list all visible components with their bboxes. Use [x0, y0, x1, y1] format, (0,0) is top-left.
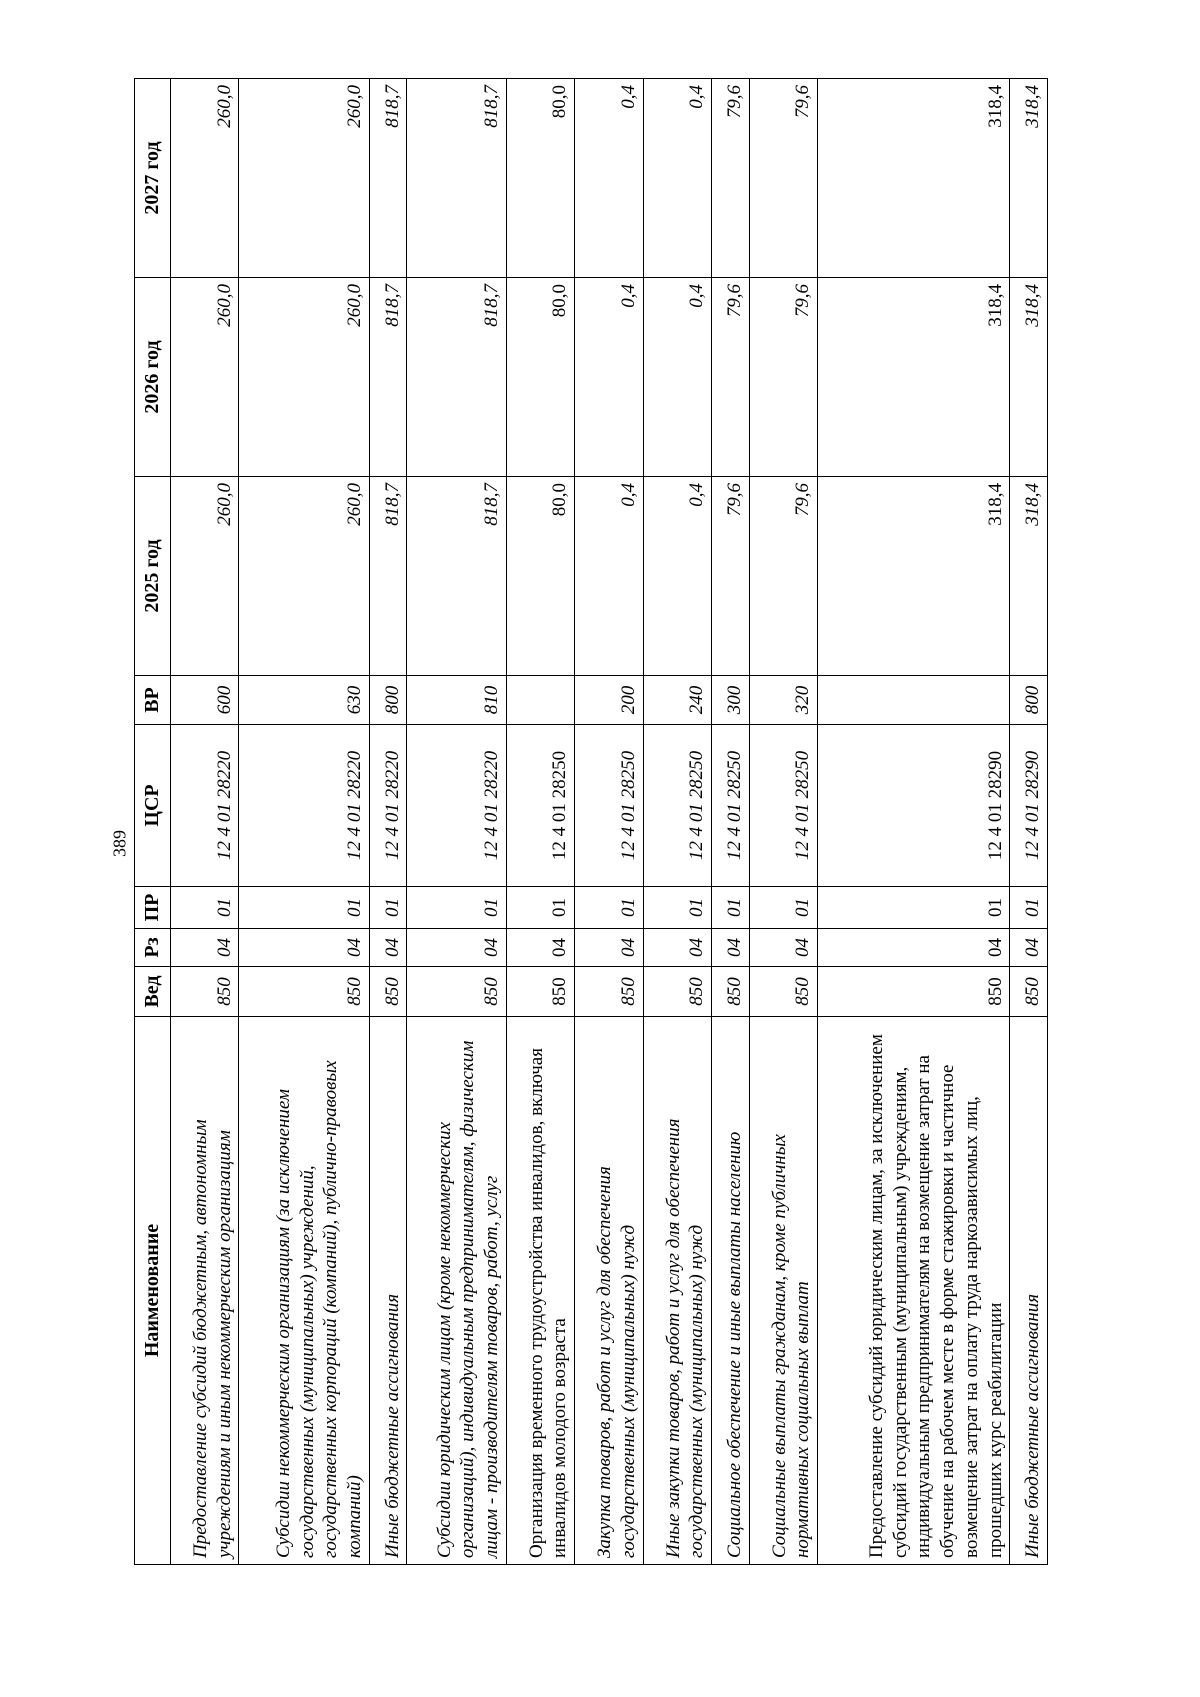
row-pr: 01	[239, 887, 369, 929]
row-pr: 01	[818, 887, 1010, 929]
row-name: Субсидии юридическим лицам (кроме некоммерческих организаций), индивидуальным предпринимателям, физическим лицам - производителям товаров, работ, услуг	[407, 1017, 506, 1565]
row-csr: 12 4 01 28250	[575, 725, 643, 887]
row-2026: 79,6	[712, 278, 749, 477]
row-2027: 0,4	[643, 79, 711, 278]
row-2027: 318,4	[1010, 79, 1048, 278]
row-ved: 850	[407, 967, 506, 1017]
budget-table	[134, 78, 1048, 1565]
table-row	[506, 79, 574, 1565]
row-ved: 850	[171, 967, 239, 1017]
table-row	[171, 79, 239, 1565]
row-vr	[818, 676, 1010, 725]
row-rz: 04	[369, 929, 406, 967]
row-csr: 12 4 01 28290	[818, 725, 1010, 887]
row-name: Организация временного трудоустройства инвалидов, включая инвалидов молодого возраста	[506, 1017, 574, 1565]
row-name: Закупка товаров, работ и услуг для обеспечения государственных (муниципальных) нужд	[575, 1017, 643, 1565]
row-ved: 850	[369, 967, 406, 1017]
table-row	[818, 79, 1010, 1565]
table-body	[171, 79, 1048, 1565]
header-name: Наименование	[135, 1017, 171, 1565]
row-name: Социальное обеспечение и иные выплаты населению	[712, 1017, 749, 1565]
row-2026: 79,6	[749, 278, 817, 477]
rotated-table-frame	[134, 79, 1048, 1565]
table-row	[712, 79, 749, 1565]
row-pr: 01	[575, 887, 643, 929]
row-csr: 12 4 01 28250	[506, 725, 574, 887]
row-name: Предоставление субсидий бюджетным, автономным учреждениям и иным некоммерческим организациям	[171, 1017, 239, 1565]
row-ved: 850	[575, 967, 643, 1017]
row-name: Субсидии некоммерческим организациям (за исключением государственных (муниципальных) учреждений, государственных корпораций (компаний), публично-правовых компаний)	[239, 1017, 369, 1565]
table-row	[643, 79, 711, 1565]
row-2027: 0,4	[575, 79, 643, 278]
row-rz: 04	[1010, 929, 1048, 967]
table-row	[1010, 79, 1048, 1565]
row-vr: 800	[1010, 676, 1048, 725]
row-rz: 04	[506, 929, 574, 967]
row-csr: 12 4 01 28220	[407, 725, 506, 887]
row-2025: 79,6	[712, 477, 749, 676]
row-name: Предоставление субсидий юридическим лицам, за исключением субсидий государственным (муниципальным) учреждениям, индивидуальным предпринимателям на возмещение затрат на обучение на рабочем месте в форме стажировки и частичное возмещение затрат на оплату труда наркозависимых лиц, прошедших курс реабилитации	[818, 1017, 1010, 1565]
header-2027: 2027 год	[135, 79, 171, 278]
row-rz: 04	[818, 929, 1010, 967]
header-vr: ВР	[135, 676, 171, 725]
row-2027: 818,7	[407, 79, 506, 278]
row-ved: 850	[712, 967, 749, 1017]
table-row	[407, 79, 506, 1565]
row-2026: 818,7	[407, 278, 506, 477]
table-row	[369, 79, 406, 1565]
row-pr: 01	[506, 887, 574, 929]
row-csr: 12 4 01 28250	[749, 725, 817, 887]
row-2025: 0,4	[643, 477, 711, 676]
row-2027: 318,4	[818, 79, 1010, 278]
row-vr: 810	[407, 676, 506, 725]
row-2027: 260,0	[171, 79, 239, 278]
table-row	[575, 79, 643, 1565]
row-2025: 260,0	[171, 477, 239, 676]
row-ved: 850	[239, 967, 369, 1017]
row-name: Иные закупки товаров, работ и услуг для обеспечения государственных (муниципальных) нужд	[643, 1017, 711, 1565]
row-2027: 79,6	[712, 79, 749, 278]
row-2025: 318,4	[818, 477, 1010, 676]
row-csr: 12 4 01 28250	[712, 725, 749, 887]
row-ved: 850	[1010, 967, 1048, 1017]
row-name: Социальные выплаты гражданам, кроме публичных нормативных социальных выплат	[749, 1017, 817, 1565]
row-2027: 260,0	[239, 79, 369, 278]
row-pr: 01	[749, 887, 817, 929]
row-rz: 04	[171, 929, 239, 967]
row-2025: 260,0	[239, 477, 369, 676]
row-pr: 01	[712, 887, 749, 929]
row-ved: 850	[749, 967, 817, 1017]
row-pr: 01	[369, 887, 406, 929]
row-2027: 79,6	[749, 79, 817, 278]
row-2026: 260,0	[239, 278, 369, 477]
row-ved: 850	[506, 967, 574, 1017]
row-pr: 01	[171, 887, 239, 929]
header-csr: ЦСР	[135, 725, 171, 887]
header-pr: ПР	[135, 887, 171, 929]
row-ved: 850	[643, 967, 711, 1017]
row-csr: 12 4 01 28290	[1010, 725, 1048, 887]
row-vr: 630	[239, 676, 369, 725]
row-2025: 818,7	[369, 477, 406, 676]
row-vr: 240	[643, 676, 711, 725]
row-pr: 01	[643, 887, 711, 929]
row-pr: 01	[1010, 887, 1048, 929]
row-2026: 318,4	[818, 278, 1010, 477]
row-2026: 0,4	[575, 278, 643, 477]
row-2025: 80,0	[506, 477, 574, 676]
row-vr: 800	[369, 676, 406, 725]
row-2026: 318,4	[1010, 278, 1048, 477]
header-rz: Рз	[135, 929, 171, 967]
row-vr: 600	[171, 676, 239, 725]
row-rz: 04	[643, 929, 711, 967]
row-rz: 04	[407, 929, 506, 967]
row-pr: 01	[407, 887, 506, 929]
row-2025: 818,7	[407, 477, 506, 676]
row-2026: 818,7	[369, 278, 406, 477]
row-2026: 0,4	[643, 278, 711, 477]
row-2025: 318,4	[1010, 477, 1048, 676]
header-2025: 2025 год	[135, 477, 171, 676]
table-header-row	[135, 79, 171, 1565]
header-2026: 2026 год	[135, 278, 171, 477]
row-ved: 850	[818, 967, 1010, 1017]
row-rz: 04	[712, 929, 749, 967]
row-2025: 0,4	[575, 477, 643, 676]
row-2025: 79,6	[749, 477, 817, 676]
row-2026: 80,0	[506, 278, 574, 477]
row-vr: 300	[712, 676, 749, 725]
row-csr: 12 4 01 28220	[239, 725, 369, 887]
table-row	[749, 79, 817, 1565]
row-2027: 80,0	[506, 79, 574, 278]
row-2027: 818,7	[369, 79, 406, 278]
page-number: 389	[109, 830, 130, 857]
row-name: Иные бюджетные ассигнования	[369, 1017, 406, 1565]
row-rz: 04	[749, 929, 817, 967]
row-rz: 04	[239, 929, 369, 967]
row-vr	[506, 676, 574, 725]
row-csr: 12 4 01 28220	[369, 725, 406, 887]
table-row	[239, 79, 369, 1565]
row-csr: 12 4 01 28250	[643, 725, 711, 887]
row-rz: 04	[575, 929, 643, 967]
row-vr: 200	[575, 676, 643, 725]
row-vr: 320	[749, 676, 817, 725]
header-ved: Вед	[135, 967, 171, 1017]
row-2026: 260,0	[171, 278, 239, 477]
row-csr: 12 4 01 28220	[171, 725, 239, 887]
row-name: Иные бюджетные ассигнования	[1010, 1017, 1048, 1565]
